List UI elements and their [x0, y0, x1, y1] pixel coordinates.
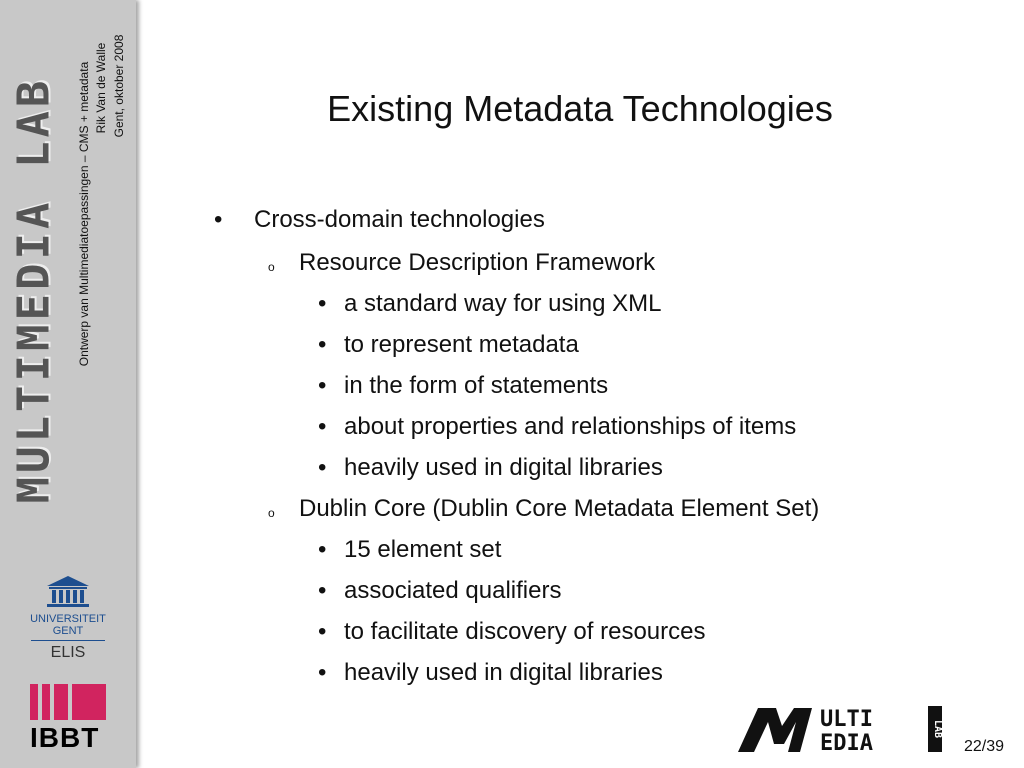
ugent-line1: UNIVERSITEIT	[30, 613, 106, 625]
ibbt-bars-icon	[30, 684, 108, 720]
list-item: a standard way for using XML	[344, 290, 662, 317]
bullet-cross-domain: Cross-domain technologies	[254, 206, 545, 233]
list-item-marker: •	[318, 454, 327, 481]
bullet-dublin-core: Dublin Core (Dublin Core Metadata Element Set)	[299, 495, 820, 522]
slide-title: Existing Metadata Technologies	[327, 88, 833, 129]
list-item: associated qualifiers	[344, 577, 562, 604]
multimedia-lab-footer-logo	[736, 704, 948, 756]
logo-top-text: ULTI	[820, 707, 873, 732]
list-item: in the form of statements	[344, 372, 609, 399]
list-item-marker: •	[318, 290, 327, 317]
logo-bottom-text: EDIA	[820, 731, 873, 756]
logo-side-text: LAB	[932, 719, 943, 739]
page-number: 22/39	[964, 738, 1005, 755]
list-item: heavily used in digital libraries	[344, 454, 663, 481]
bullet-rdf: Resource Description Framework	[299, 249, 656, 276]
list-item-marker: •	[318, 577, 327, 604]
bullet-marker: •	[214, 206, 223, 233]
elis-label: ELIS	[50, 644, 86, 661]
ibbt-text: IBBT	[30, 722, 100, 753]
list-item-marker: •	[318, 618, 327, 645]
list-item-marker: •	[318, 659, 327, 686]
university-building-icon	[43, 574, 93, 608]
list-item: to facilitate discovery of resources	[344, 618, 706, 645]
list-item: to represent metadata	[344, 331, 579, 358]
list-item: heavily used in digital libraries	[344, 659, 663, 686]
list-item: about properties and relationships of items	[344, 413, 797, 440]
sidebar: MULTIMEDIA LAB Ontwerp van Multimediatoepassingen – CMS + metadata Rik Van de Walle Gent, oktober 2008 UNIVERSITEIT GENT ELIS IBBT	[0, 0, 136, 768]
ugent-divider	[31, 640, 105, 641]
sub-bullet-marker: o	[268, 260, 275, 274]
list-item-marker: •	[318, 372, 327, 399]
sub-bullet-marker: o	[268, 506, 275, 520]
ibbt-logo	[30, 684, 108, 754]
ugent-line2: GENT	[52, 625, 84, 637]
brand-text: MULTIMEDIA LAB	[8, 76, 60, 504]
list-item: 15 element set	[344, 536, 502, 563]
list-item-marker: •	[318, 536, 327, 563]
list-item-marker: •	[318, 413, 327, 440]
ugent-logo	[22, 574, 114, 662]
list-item-marker: •	[318, 331, 327, 358]
